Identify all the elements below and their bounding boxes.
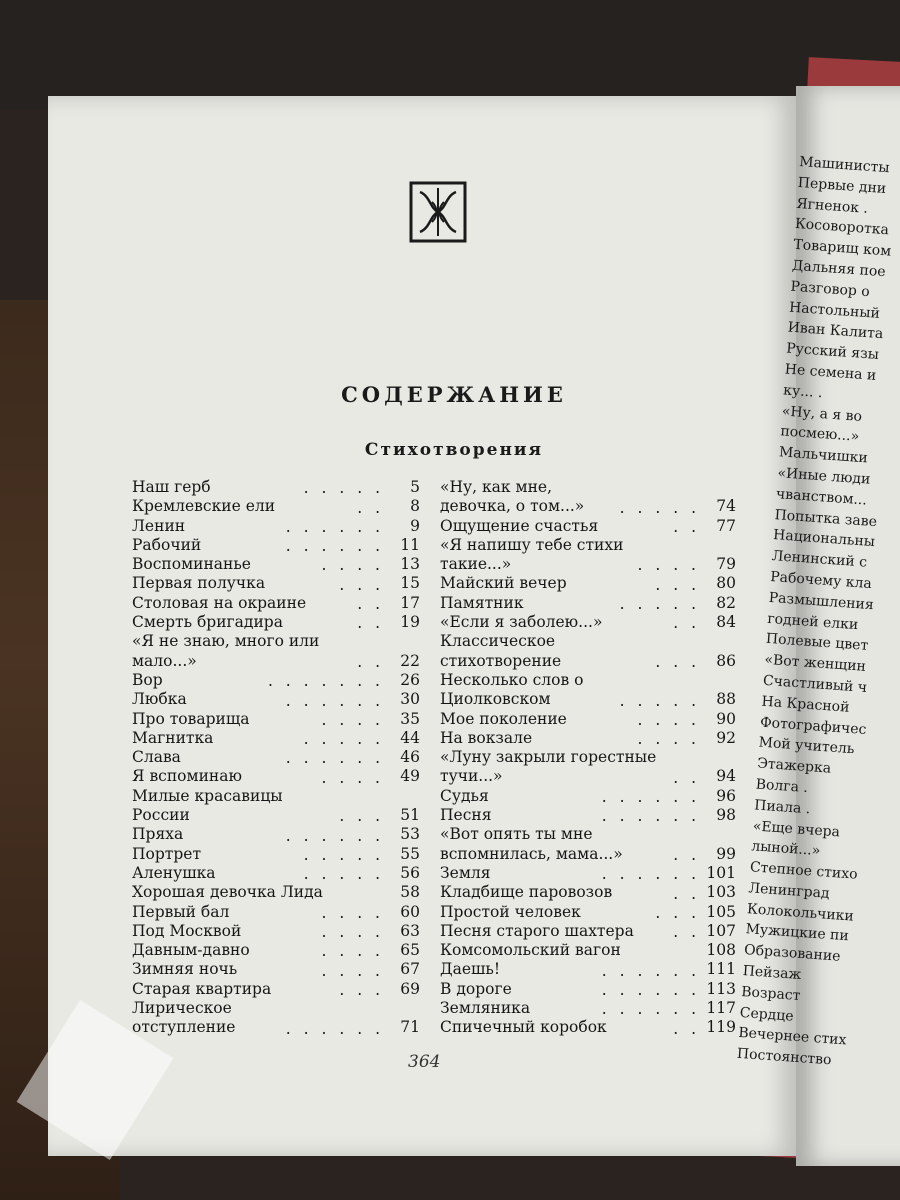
toc-entry-page: 15: [400, 574, 420, 593]
toc-entry-leader: . . . . . .: [285, 1019, 384, 1038]
toc-entry: [132, 922, 420, 941]
side-line: Колокольчики: [746, 900, 855, 925]
toc-entry-page: 79: [716, 555, 736, 574]
toc-entry-title: Первая получка: [132, 574, 266, 593]
toc-entry-leader: . . . . . .: [285, 691, 384, 710]
toc-entry-title: Памятник: [440, 593, 524, 612]
toc-entry-page: 55: [400, 844, 420, 863]
toc-entry-leader: . . . . . .: [601, 865, 700, 884]
toc-entry-title: Наш герб: [132, 478, 211, 496]
toc-entry: [132, 999, 420, 1038]
toc-entry-page: 13: [400, 555, 420, 574]
side-line: Образование: [743, 942, 841, 966]
toc-entry-title: Несколько слов о Циолковском: [440, 670, 584, 709]
toc-entry: [440, 729, 736, 748]
section-heading: Стихотворения: [364, 440, 544, 460]
toc-entry-leader: . . . . . .: [601, 807, 700, 826]
toc-entry-leader: . . . . . .: [601, 981, 700, 1000]
toc-entry-title: Майский вечер: [440, 574, 567, 593]
toc-entry: [132, 729, 420, 748]
toc-entry: [132, 960, 420, 979]
toc-entry-title: Зимняя ночь: [132, 960, 238, 979]
toc-entry-title: Я вспоминаю: [132, 767, 242, 786]
toc-entry-leader: . .: [673, 517, 700, 536]
side-line: Настольный: [788, 299, 881, 322]
toc-entry-leader: . . . .: [321, 556, 384, 575]
toc-entry-leader: . .: [357, 652, 384, 671]
toc-entry: [440, 632, 736, 671]
toc-entry-page: 46: [400, 748, 420, 767]
background-top: [0, 0, 900, 110]
side-line: Счастливый ч: [762, 672, 868, 696]
toc-entry-title: Классическое стихотворение: [440, 632, 562, 670]
side-line: годней елки: [766, 610, 859, 633]
toc-entry-leader: . . . . . .: [285, 749, 384, 768]
toc-entry-page: 53: [400, 825, 420, 844]
toc-entry-title: Воспоминанье: [132, 555, 251, 574]
toc-entry-page: 99: [716, 844, 736, 863]
toc-entry-title: Любка: [132, 690, 187, 709]
side-line: Ленинский с: [771, 548, 868, 571]
toc-entry-page: 77: [716, 516, 736, 535]
toc-entry-page: 30: [400, 690, 420, 709]
toc-entry-page: 8: [410, 497, 420, 516]
toc-entry: [132, 517, 420, 536]
toc-entry-title: Старая квартира: [132, 979, 272, 998]
toc-entry-leader: . .: [673, 1019, 700, 1038]
side-line: Пиала .: [753, 797, 811, 817]
toc-entry-page: 111: [706, 960, 736, 979]
side-line: Возраст: [740, 983, 801, 1004]
toc-entry-leader: . . . .: [637, 710, 700, 729]
toc-entry: [132, 845, 420, 864]
side-line: На Красной: [761, 693, 851, 716]
side-line: Русский язы: [785, 340, 880, 364]
toc-entry-title: «Я напишу тебе стихи такие...»: [440, 535, 624, 574]
toc-entry-title: Смерть бригадира: [132, 613, 283, 632]
toc-entry-leader: . . . . .: [303, 730, 384, 749]
toc-entry-page: 88: [716, 690, 736, 709]
toc-entry-leader: . .: [673, 923, 700, 942]
toc-entry: [440, 748, 736, 787]
toc-entry-leader: . . . .: [321, 923, 384, 942]
toc-entry: [132, 594, 420, 613]
side-line: Рабочему кла: [769, 568, 873, 592]
toc-entry-page: 98: [716, 806, 736, 825]
side-line: Степное стихо: [749, 859, 859, 883]
toc-entry-leader: . . . . . . .: [267, 672, 384, 691]
toc-entry: [132, 787, 420, 826]
toc-entry: [132, 632, 420, 671]
toc-entry-page: 117: [706, 999, 736, 1018]
toc-entry-title: В дороге: [440, 979, 512, 998]
side-line: Фотографичес: [759, 714, 867, 738]
toc-entry: [440, 806, 736, 825]
toc-entry-page: 60: [400, 902, 420, 921]
toc-entry-leader: . . . .: [321, 903, 384, 922]
toc-entry-page: 108: [706, 941, 736, 960]
side-line: Сердце: [739, 1004, 795, 1025]
toc-entry: [440, 922, 736, 941]
toc-entry-page: 58: [400, 883, 420, 902]
toc-entry: [132, 825, 420, 844]
toc-entry-title: «Ну, как мне, девочка, о том...»: [440, 478, 585, 516]
toc-entry-leader: . . .: [655, 575, 700, 594]
toc-entry-title: Простой человек: [440, 902, 581, 921]
toc-entry: [132, 903, 420, 922]
toc-entry: [440, 825, 736, 864]
toc-entry-title: «Если я заболею...»: [440, 613, 603, 632]
toc-entry-title: Под Москвой: [132, 921, 242, 940]
side-line: Пейзаж: [742, 963, 802, 984]
toc-entry: [440, 980, 736, 999]
toc-entry-page: 56: [400, 863, 420, 882]
toc-entry: [132, 497, 420, 516]
toc-entry: [440, 574, 736, 593]
side-line: Мальчишки: [778, 444, 869, 467]
toc-entry: [132, 710, 420, 729]
toc-entry: [440, 1018, 736, 1037]
toc-entry-page: 113: [706, 979, 736, 998]
toc-entry: [440, 864, 736, 883]
side-line: Косоворотка: [794, 216, 890, 239]
side-line: Мой учитель: [758, 734, 855, 758]
toc-entry-leader: . . . . . .: [601, 788, 700, 807]
toc-entry: [132, 536, 420, 555]
toc-entry-leader: . . . . . .: [285, 826, 384, 845]
toc-entry-title: Лирическое отступление: [132, 999, 236, 1037]
side-line: Полевые цвет: [765, 631, 869, 655]
side-line: чванством...: [775, 485, 868, 509]
toc-entry-page: 103: [706, 883, 736, 902]
side-line: Дальняя пое: [791, 257, 887, 281]
toc-entry-title: Даешь!: [440, 960, 501, 979]
toc-entry: [132, 767, 420, 786]
toc-entry-leader: . . . .: [321, 768, 384, 787]
toc-entry-title: Слава: [132, 748, 181, 767]
toc-entry-page: 22: [400, 651, 420, 670]
toc-entry-leader: . .: [673, 614, 700, 633]
toc-entry-title: Милые красавицы России: [132, 786, 283, 825]
toc-entry-title: Столовая на окраине: [132, 593, 307, 612]
toc-entry-title: Хорошая девочка Лида: [132, 883, 323, 902]
toc-entry-title: Магнитка: [132, 728, 214, 747]
toc-entry-title: Кладбище паровозов: [440, 883, 613, 902]
toc-entry-title: «Вот опять ты мне вспомнилась, мама...»: [440, 825, 623, 863]
toc-column-left: [132, 478, 420, 1038]
toc-entry-title: Земляника: [440, 999, 531, 1018]
toc-entry-leader: . .: [673, 768, 700, 787]
toc-entry-page: 51: [400, 806, 420, 825]
side-line: Национальны: [772, 527, 876, 551]
toc-entry-page: 11: [400, 535, 420, 554]
side-line: Вечернее стих: [737, 1025, 847, 1049]
toc-entry-page: 49: [400, 767, 420, 786]
toc-entry: [440, 671, 736, 710]
toc-entry-leader: . . .: [655, 903, 700, 922]
toc-entry-title: Мое поколение: [440, 709, 567, 728]
toc-entry-leader: . . .: [339, 807, 384, 826]
toc-entry-page: 5: [410, 478, 420, 496]
toc-entry: [440, 710, 736, 729]
toc-entry-page: 71: [400, 1018, 420, 1037]
toc-entry: [440, 594, 736, 613]
toc-entry-leader: . . .: [655, 652, 700, 671]
toc-entry: [440, 613, 736, 632]
toc-entry: [132, 748, 420, 767]
toc-entry-title: Кремлевские ели: [132, 497, 276, 516]
toc-entry: [440, 883, 736, 902]
toc-entry-title: «Я не знаю, много или мало...»: [132, 632, 320, 670]
toc-entry-page: 9: [410, 516, 420, 535]
toc-entry: [132, 883, 420, 902]
toc-entry-title: Ленин: [132, 516, 186, 535]
toc-entry-title: Рабочий: [132, 535, 202, 554]
toc-entry-title: Первый бал: [132, 902, 230, 921]
side-line: Первые дни: [797, 174, 887, 197]
side-line: «Еще вчера: [752, 817, 841, 840]
toc-entry-title: Комсомольский вагон: [440, 941, 621, 960]
contents-heading: СОДЕРЖАНИЕ: [341, 382, 567, 407]
toc-entry-leader: . . .: [339, 575, 384, 594]
toc-entry-title: Земля: [440, 863, 491, 882]
toc-entry-title: Пряха: [132, 825, 184, 844]
toc-entry-page: 94: [716, 767, 736, 786]
side-line: Попытка заве: [774, 506, 878, 530]
toc-entry-leader: . . . .: [321, 942, 384, 961]
toc-entry-leader: . .: [357, 498, 384, 517]
toc-entry-page: 90: [716, 709, 736, 728]
toc-entry-leader: . . .: [339, 981, 384, 1000]
toc-entry-page: 63: [400, 921, 420, 940]
toc-entry-page: 74: [716, 497, 736, 516]
toc-entry-page: 17: [400, 593, 420, 612]
toc-entry-title: Судья: [440, 786, 489, 805]
toc-entry-page: 67: [400, 960, 420, 979]
toc-entry-leader: . . . . .: [303, 845, 384, 864]
toc-entry-page: 80: [716, 574, 736, 593]
side-line: Мужицкие пи: [745, 921, 850, 945]
toc-entry-title: «Луну закрыли горестные тучи...»: [440, 748, 657, 786]
side-line: Иван Калита: [787, 319, 884, 343]
toc-entry-leader: . .: [357, 614, 384, 633]
side-line: ку... .: [782, 382, 824, 401]
toc-entry-page: 107: [706, 921, 736, 940]
toc-entry-page: 44: [400, 728, 420, 747]
side-line: Размышления: [768, 589, 875, 613]
toc-entry: [132, 478, 420, 497]
toc-entry-leader: . . . . .: [619, 498, 700, 517]
side-line: Волга .: [755, 776, 809, 796]
toc-entry-leader: . . . . . .: [601, 1000, 700, 1019]
toc-entry: [132, 690, 420, 709]
side-line: Постоянство: [736, 1046, 832, 1069]
side-line: Товарищ ком: [792, 236, 892, 260]
toc-entry-page: 82: [716, 593, 736, 612]
toc-entry-title: Портрет: [132, 844, 202, 863]
toc-entry-title: Песня старого шахтера: [440, 921, 634, 940]
toc-entry-leader: . . . . .: [303, 479, 384, 498]
toc-entry: [440, 787, 736, 806]
side-line: посмею...»: [779, 423, 860, 446]
toc-entry: [132, 941, 420, 960]
toc-entry-title: Спичечный коробок: [440, 1018, 607, 1037]
toc-entry: [440, 478, 736, 517]
toc-entry-page: 65: [400, 941, 420, 960]
toc-entry-title: На вокзале: [440, 728, 533, 747]
toc-entry-title: Про товарища: [132, 709, 250, 728]
toc-entry-page: 119: [706, 1018, 736, 1037]
toc-entry-leader: . . . . . .: [601, 961, 700, 980]
toc-entry: [132, 574, 420, 593]
side-line: Этажерка: [756, 755, 832, 777]
toc-entry-page: 92: [716, 728, 736, 747]
toc-entry-page: 19: [400, 613, 420, 632]
toc-entry-title: Давным-давно: [132, 941, 250, 960]
toc-entry: [132, 980, 420, 999]
side-line: Машинисты: [798, 153, 891, 177]
toc-entry: [440, 903, 736, 922]
toc-entry-leader: . . . .: [637, 556, 700, 575]
toc-entry-leader: . . . . .: [303, 865, 384, 884]
side-line: «Вот женщин: [763, 651, 867, 675]
toc-entry: [132, 613, 420, 632]
toc-entry-page: 35: [400, 709, 420, 728]
side-line: Ягненок .: [795, 195, 869, 217]
toc-entry-leader: . . . .: [321, 710, 384, 729]
side-line: «Ну, а я во: [781, 402, 863, 425]
toc-entry-page: 101: [706, 863, 736, 882]
toc-entry-page: 84: [716, 613, 736, 632]
toc-entry: [440, 999, 736, 1018]
side-line: «Иные люди: [776, 465, 871, 488]
toc-entry: [440, 517, 736, 536]
toc-column-right: [440, 478, 736, 1038]
toc-entry: [132, 864, 420, 883]
toc-entry: [440, 960, 736, 979]
toc-entry: [440, 941, 736, 960]
side-line: Не семена и: [784, 361, 877, 384]
page-number: 364: [408, 1052, 441, 1072]
toc-entry-title: Песня: [440, 806, 492, 825]
toc-entry-title: Ощущение счастья: [440, 516, 599, 535]
ornament-icon: [408, 180, 468, 244]
toc-entry-page: 26: [400, 670, 420, 689]
toc-entry-leader: . . . . . .: [285, 517, 384, 536]
side-line: Разговор о: [790, 278, 871, 300]
toc-entry-leader: . . . . .: [619, 595, 700, 614]
toc-entry-leader: . .: [673, 884, 700, 903]
toc-entry-page: 105: [706, 902, 736, 921]
toc-entry-leader: . .: [673, 845, 700, 864]
toc-entry-title: Вор: [132, 670, 163, 689]
toc-entry-leader: . .: [357, 595, 384, 614]
toc-entry-leader: . . . . . .: [285, 537, 384, 556]
toc-entry-leader: . . . .: [321, 961, 384, 980]
toc-entry: [132, 555, 420, 574]
toc-entry-page: 69: [400, 979, 420, 998]
toc-entry: [132, 671, 420, 690]
side-line: Ленинград: [747, 880, 831, 902]
toc-entry-page: 96: [716, 786, 736, 805]
toc-entry-leader: . . . . .: [619, 691, 700, 710]
toc-entry-page: 86: [716, 651, 736, 670]
toc-entry-title: Аленушка: [132, 863, 216, 882]
side-line: лыной...»: [750, 838, 821, 860]
toc-entry-leader: . . . .: [637, 730, 700, 749]
toc-entry: [440, 536, 736, 575]
